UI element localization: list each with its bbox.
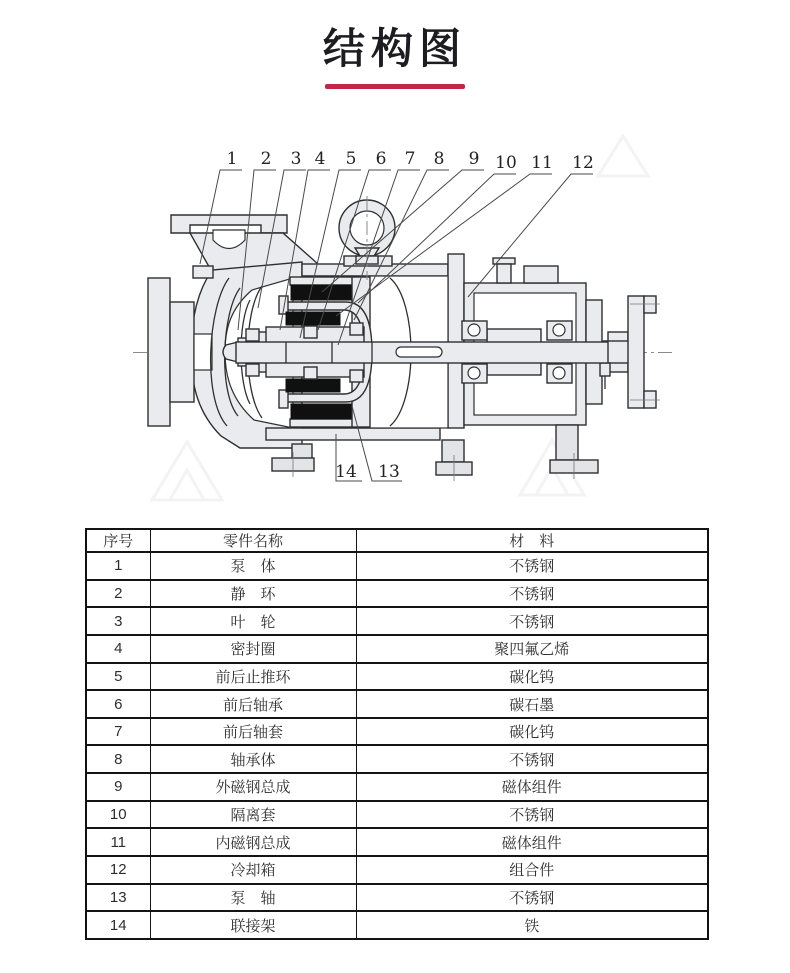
part-number: 8 xyxy=(86,745,150,773)
part-material: 聚四氟乙烯 xyxy=(356,635,708,663)
table-row xyxy=(86,828,708,856)
part-material: 不锈钢 xyxy=(356,801,708,829)
part-number: 4 xyxy=(86,635,150,663)
callout-14: 14 xyxy=(335,462,357,482)
callout-7: 7 xyxy=(404,149,416,169)
table-row xyxy=(86,856,708,884)
part-number: 2 xyxy=(86,580,150,608)
page-title: 结构图 xyxy=(322,25,467,72)
callout-2: 2 xyxy=(260,149,272,169)
inner-magnet-top xyxy=(286,312,340,325)
part-number: 11 xyxy=(86,828,150,856)
table-row xyxy=(86,663,708,691)
part-material: 不锈钢 xyxy=(356,884,708,912)
callout-8: 8 xyxy=(433,149,445,169)
title-underline xyxy=(325,84,465,89)
callout-3: 3 xyxy=(290,149,302,169)
part-name: 外磁钢总成 xyxy=(150,773,356,801)
part-number: 12 xyxy=(86,856,150,884)
part-name: 泵 轴 xyxy=(150,884,356,912)
callout-13: 13 xyxy=(378,462,400,482)
part-name: 泵 体 xyxy=(150,552,356,580)
part-name: 隔离套 xyxy=(150,801,356,829)
part-material: 碳化钨 xyxy=(356,718,708,746)
part-number: 13 xyxy=(86,884,150,912)
part-number: 10 xyxy=(86,801,150,829)
table-row xyxy=(86,718,708,746)
part-material: 不锈钢 xyxy=(356,580,708,608)
part-name: 前后轴承 xyxy=(150,690,356,718)
part-material: 组合件 xyxy=(356,856,708,884)
callout-10: 10 xyxy=(495,153,517,173)
part-name: 轴承体 xyxy=(150,745,356,773)
part-number: 7 xyxy=(86,718,150,746)
inner-magnet-bottom xyxy=(286,379,340,392)
part-name: 内磁钢总成 xyxy=(150,828,356,856)
callout-1: 1 xyxy=(226,149,238,169)
part-name: 静 环 xyxy=(150,580,356,608)
table-row xyxy=(86,635,708,663)
shaft-keyway xyxy=(396,347,442,357)
parts-table xyxy=(85,528,709,940)
table-header-row xyxy=(86,529,708,552)
table-row xyxy=(86,552,708,580)
part-name: 密封圈 xyxy=(150,635,356,663)
parts-table-body xyxy=(86,552,708,939)
table-row xyxy=(86,607,708,635)
table-row xyxy=(86,773,708,801)
part-material: 磁体组件 xyxy=(356,773,708,801)
part-material: 碳化钨 xyxy=(356,663,708,691)
table-row xyxy=(86,690,708,718)
part-name: 叶 轮 xyxy=(150,607,356,635)
table-row xyxy=(86,911,708,939)
callout-4: 4 xyxy=(314,149,326,169)
part-name: 冷却箱 xyxy=(150,856,356,884)
outer-magnet-bottom xyxy=(291,404,351,419)
part-material: 不锈钢 xyxy=(356,552,708,580)
part-number: 5 xyxy=(86,663,150,691)
header-index: 序号 xyxy=(86,529,150,552)
header-partname: 零件名称 xyxy=(150,529,356,552)
part-number: 3 xyxy=(86,607,150,635)
callout-9: 9 xyxy=(468,149,480,169)
part-name: 前后轴套 xyxy=(150,718,356,746)
table-row xyxy=(86,884,708,912)
part-number: 14 xyxy=(86,911,150,939)
part-number: 9 xyxy=(86,773,150,801)
part-material: 碳石墨 xyxy=(356,690,708,718)
header-material: 材 料 xyxy=(356,529,708,552)
part-name: 联接架 xyxy=(150,911,356,939)
part-number: 1 xyxy=(86,552,150,580)
callout-11: 11 xyxy=(531,153,553,173)
part-material: 磁体组件 xyxy=(356,828,708,856)
part-material: 不锈钢 xyxy=(356,745,708,773)
structure-diagram xyxy=(0,120,790,524)
outer-magnet-top xyxy=(291,285,351,300)
table-row xyxy=(86,580,708,608)
callout-12: 12 xyxy=(572,153,594,173)
part-number: 6 xyxy=(86,690,150,718)
table-row xyxy=(86,801,708,829)
part-name: 前后止推环 xyxy=(150,663,356,691)
callout-6: 6 xyxy=(375,149,387,169)
part-material: 不锈钢 xyxy=(356,607,708,635)
table-row xyxy=(86,745,708,773)
callout-5: 5 xyxy=(345,149,357,169)
part-material: 铁 xyxy=(356,911,708,939)
